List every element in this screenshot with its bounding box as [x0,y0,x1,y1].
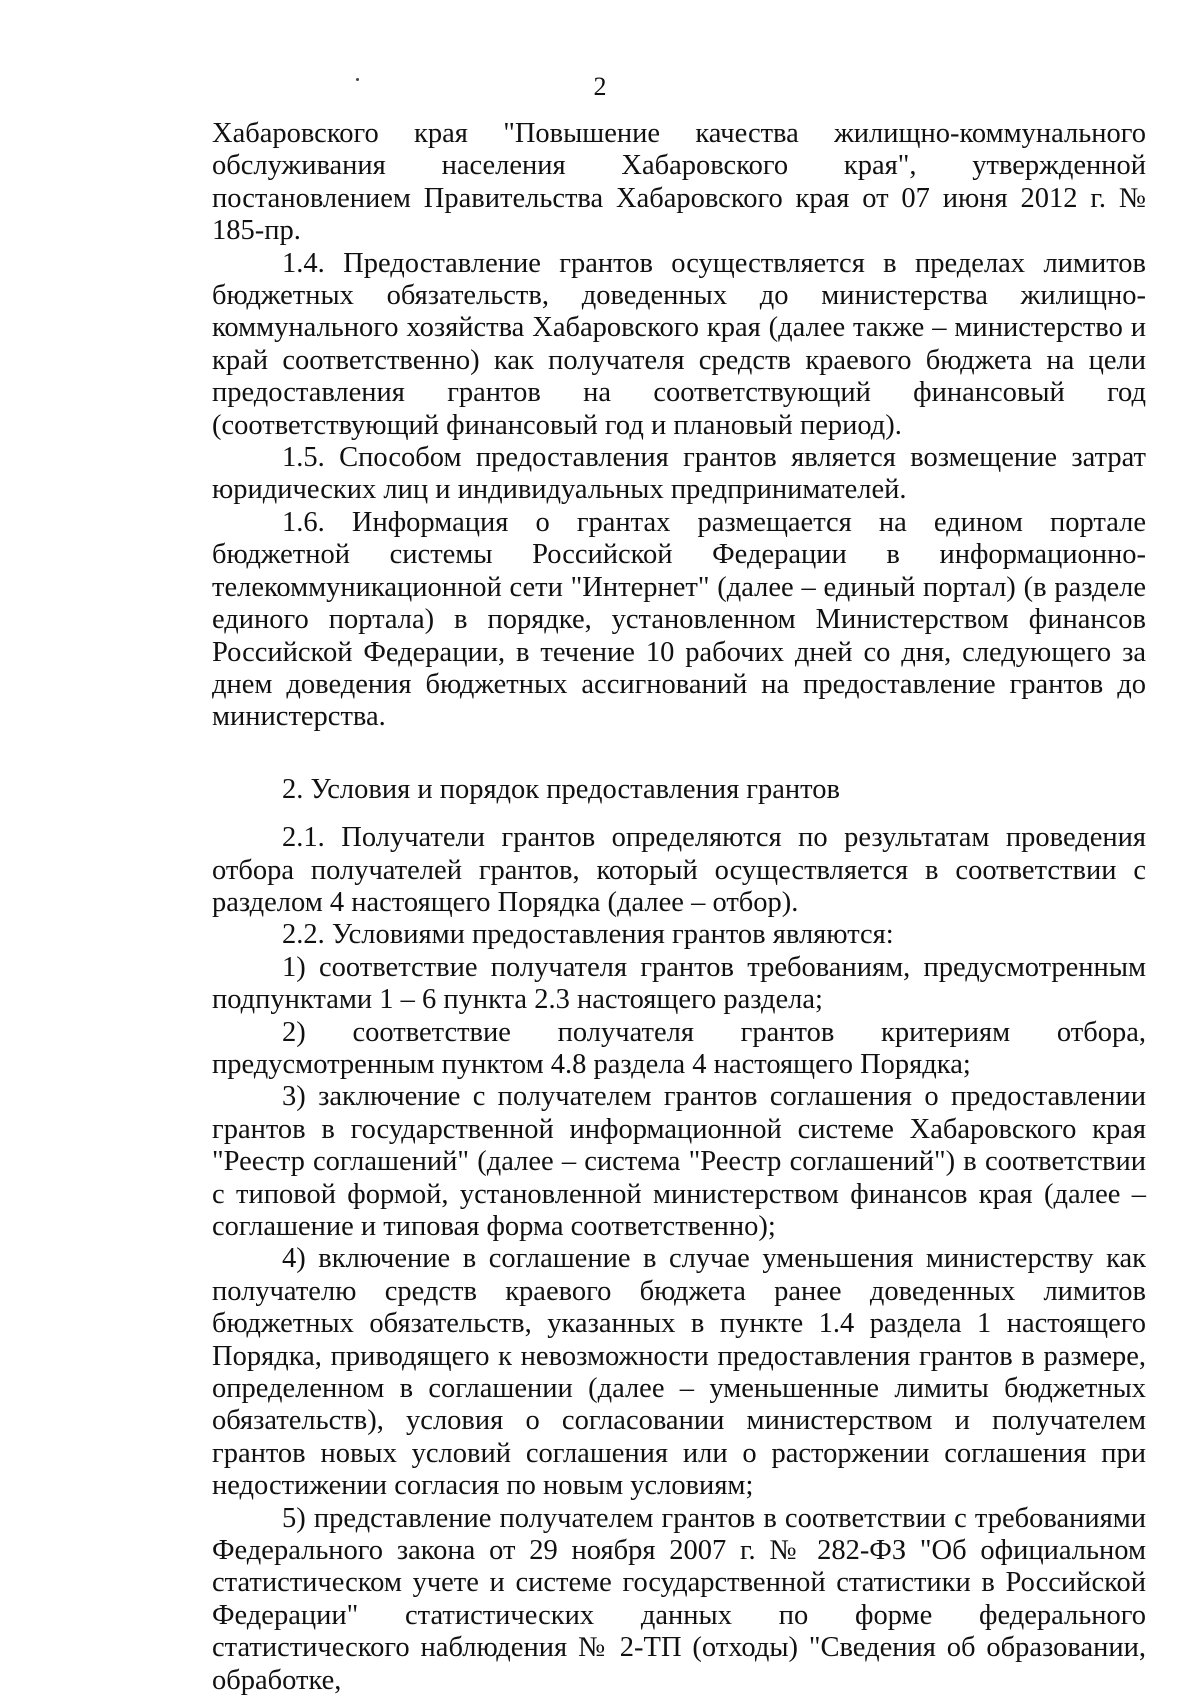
list-item-5: 5) представление получателем грантов в соответствии с требованиями Федерального закона от 29 ноября 2007 г. № 282-ФЗ "Об официальном статистическом учете и системе государственной статистики в Российской Федерации" статистических данных по форме федерального статистического наблюдения № 2-ТП (отходы) "Сведения об образовании, обработке, [212,1502,1146,1696]
paragraph-2-2: 2.2. Условиями предоставления грантов являются: [282,919,894,951]
paragraph-1-6: 1.6. Информация о грантах размещается на едином портале бюджетной системы Российской Федерации в информационно-телекоммуникационной сети "Интернет" (далее – единый портал) (в разделе единого портала) в порядке, установленном Министерством финансов Российской Федерации, в течение 10 рабочих дней со дня, следующего за днем доведения бюджетных ассигнований на предоставление грантов до министерства. [212,506,1146,733]
list-item-4: 4) включение в соглашение в случае уменьшения министерству как получателю средств краевого бюджета ранее доведенных лимитов бюджетных обязательств, указанных в пункте 1.4 раздела 1 настоящего Порядка, приводящего к невозможности предоставления грантов в размере, определенном в соглашении (далее – уменьшенные лимиты бюджетных обязательств), условия о согласовании министерством и получателем грантов новых условий соглашения или о расторжении соглашения при недостижении согласия по новым условиям; [212,1243,1146,1502]
section-heading-2: 2. Условия и порядок предоставления грантов [282,773,840,805]
document-body [212,118,1146,1697]
page-number: 2 [593,72,607,101]
paragraph-2-1: 2.1. Получатели грантов определяются по результатам проведения отбора получателей грантов, который осуществляется в соответствии с разделом 4 настоящего Порядка (далее – отбор). [212,822,1146,918]
list-item-3: 3) заключение с получателем грантов соглашения о предоставлении грантов в государственной информационной системе Хабаровского края "Реестр соглашений" (далее – система "Реестр соглашений") в соответствии с типовой формой, установленной министерством финансов края (далее – соглашение и типовая форма соответственно); [212,1081,1146,1242]
paragraph-continuation: Хабаровского края "Повышение качества жилищно-коммунального обслуживания населения Хабаровского края", утвержденной постановлением Правительства Хабаровского края от 07 июня 2012 г. № 185-пр. [212,118,1146,247]
list-item-2: 2) соответствие получателя грантов критериям отбора, предусмотренным пунктом 4.8 раздела 4 настоящего Порядка; [212,1016,1146,1080]
paragraph-1-4: 1.4. Предоставление грантов осуществляется в пределах лимитов бюджетных обязательств, доведенных до министерства жилищно-коммунального хозяйства Хабаровского края (далее также – министерство и край соответственно) как получателя средств краевого бюджета на цели предоставления грантов на соответствующий финансовый год (соответствующий финансовый год и плановый период). [212,247,1146,441]
list-item-1: 1) соответствие получателя грантов требованиям, предусмотренным подпунктами 1 – 6 пункта 2.3 настоящего раздела; [212,951,1146,1016]
paragraph-1-5: 1.5. Способом предоставления грантов является возмещение затрат юридических лиц и индивидуальных предпринимателей. [212,442,1146,506]
